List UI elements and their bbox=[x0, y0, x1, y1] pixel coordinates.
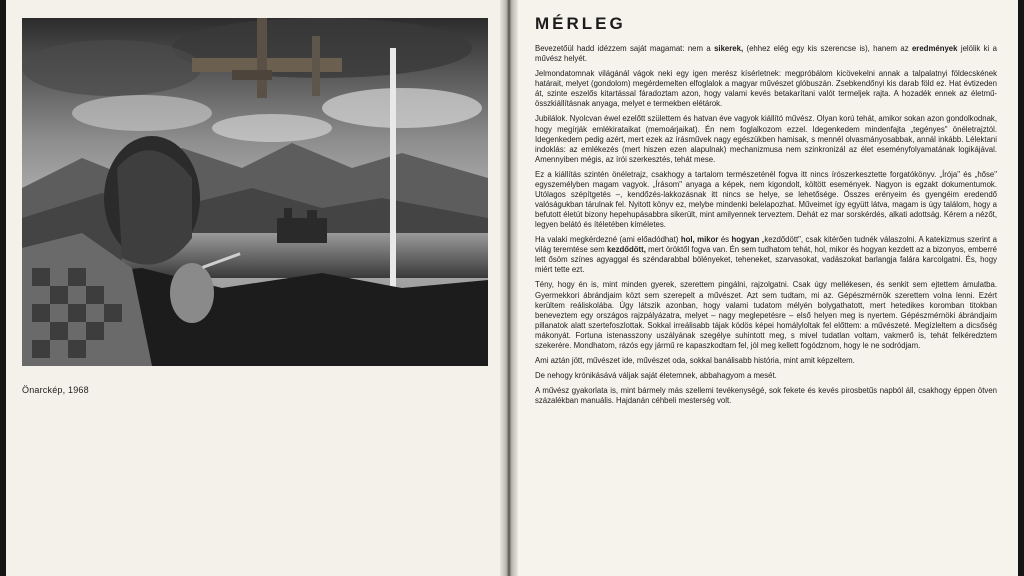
text-run: és bbox=[718, 235, 732, 245]
text-run: A művész gyakorlata is, mint bármely más szellemi tevékenységé, sok fekete és kevés pirosbetűs napból áll, csakhogy éppen ötven százalékban manuális. Hajdanán céhbeli mesterség volt. bbox=[535, 386, 997, 406]
bold-text: hogyan bbox=[731, 235, 760, 245]
bold-text: sikerek, bbox=[714, 44, 744, 53]
bold-text: hol, mikor bbox=[680, 235, 719, 245]
text-run: De nehogy krónikásává váljak saját életemnek, abbahagyom a mesét. bbox=[535, 371, 777, 381]
text-run: (ehhez elég egy kis szerencse is), hanem az bbox=[743, 44, 912, 53]
text-run: „kezdődött", csak kitérően tudnék válaszolni. A katekizmus szerint a világ teremtése sem bbox=[535, 235, 998, 255]
text-run: Ami aztán jött, művészet ide, művészet oda, sokkal banálisabb história, mint amit képzeltem. bbox=[535, 355, 855, 365]
body-text bbox=[535, 44, 997, 411]
text-run: Ha valaki megkérdezné (ami előadódhat) bbox=[535, 235, 681, 245]
paragraph bbox=[535, 44, 997, 64]
painting-caption: Önarckép, 1968 bbox=[22, 385, 89, 395]
text-run: Tény, hogy én is, mint minden gyerek, szerettem pingálni, rajzolgatni. Csak úgy mellékesen, és senkit sem ejtettem ámulatba. Gyermekkori ábrándjaim közt sem szerepelt a művészet. Azt sem tudtam, mi az. Gépészmérnök szerettem volna lenni. Ezért kerültem reáliskolába. Úgy látszik azonban, hogy valami tudatom mélyén bolygathatott, mert hetedikes koromban titokban beneveztem egy országos rajzpályázatra, melyet – nagy meglepetésre – első helyen meg is nyertem. Gépészmérnöki ábrándjaim pillanatok alatt szertefoszlottak. Sokkal irreálisabb tájak ködös képei homályloltak fel előttem: a művészeté. Megízleltem a dicsőség mákonyát. Fortuna istenasszony uszályának szegélye suhintott meg, s mivel tudatlan voltam, vakmerő is, tehát felkéredztem szekerére. Mondhatom, rázós egy jármű re kapaszkodtam fel, jól meg kellett fogódznom, hogy le ne sodródjam. bbox=[535, 280, 997, 350]
paragraph bbox=[535, 69, 997, 109]
self-portrait-painting bbox=[22, 18, 488, 366]
text-run: jelölik ki a művész helyét. bbox=[535, 44, 998, 64]
text-run: Jubilálok. Nyolcvan éwel ezelőtt születtem és hatvan éve vagyok kiállító művész. Olyan korú tehát, amikor sokan azon gondolkodnak, hogy megírják emlékirataikat (memoárjaikat). Én nem foglalkozom ezzel. Idegenkedem mindenfajta „tegényes" önéletrajztól. Idegenkedem pedig azért, mert ezek az írásművek nagy egészükben hamisak, s mennél olvasmányosabbak, annál inkább. Lélektani indoklás: az emlékezés (mert hiszen ezen alapulnak) mechanizmusa nem szinkronizál az élet eseményfolyamatának logikájával. Amennyiben mégis, az írói szerkesztés, tehát mese. bbox=[535, 114, 997, 164]
text-run: Bevezetőül hadd idézzem saját magamat: nem a bbox=[535, 44, 715, 53]
text-run: mert öröktől fogva van. Én sem tudhatom tehát, hol, mikor és hogyan kezdett az a bizonyos, emberré lett ősöm színes agyaggal és széndarabbal bölényeket, teheneket, szarvasokat, vadászokat barlangja falára karcolgatni. És, hogy miért tette ezt. bbox=[535, 245, 997, 275]
text-run: Jelmondatomnak világánál vágok neki egy igen merész kísérletnek: megpróbálom kicövekelni annak a talpalatnyi földecskének határait, melyet (gondolom) megérdemelten elfoglalok a magyar művészet glóbuszán. Zsebkendőnyi kis darab föld ez. Hat évtizeden át, szinte eszelős kitartással fáradoztam azon, hogy valami kevés betakarítani valót termeljek rajta. A hozadék ennek az életmű-összkiállításnak anyaga, melyet e termekben elétárok. bbox=[535, 69, 997, 109]
paragraph bbox=[535, 280, 997, 350]
bold-text: kezdődött, bbox=[606, 245, 646, 255]
paragraph bbox=[535, 235, 997, 275]
bold-text: eredmények bbox=[911, 44, 958, 53]
paragraph bbox=[535, 170, 997, 230]
book-gutter bbox=[500, 0, 518, 576]
paragraph bbox=[535, 114, 997, 164]
paragraph bbox=[535, 386, 997, 406]
paragraph bbox=[535, 371, 997, 381]
painting-image bbox=[22, 18, 488, 366]
paragraph bbox=[535, 356, 997, 366]
page-title: MÉRLEG bbox=[535, 14, 626, 33]
text-run: Ez a kiállítás szintén önéletrajz, csakhogy a tartalom természeténél fogva itt nincs írószerkesztette forgatókönyv. „Írója" és „hőse" egyszemélyben magam vagyok. „Írásom" anyaga a képek, nem kigondolt, költött események. Nagyon is egzakt dokumentumok. Utólagos szépítgetés –, kendőzés-lakkozásnak itt nincs se helye, se lehetősége. Összes erényeim és gyengéim eredendő valóságukban tárulnak fel. Nyitott könyv ez, melybe mindenki belelapozhat. Műveimet így együtt látva, magam is úgy találom, hogy a befutott életút bizony hepehupásabbra sikerült, mint amilyennek terveztem. Dehát ez mar sorskérdés, alkati adottság. Kérem a nézőt, legyen belátó és ítéletében kíméletes. bbox=[535, 169, 997, 230]
